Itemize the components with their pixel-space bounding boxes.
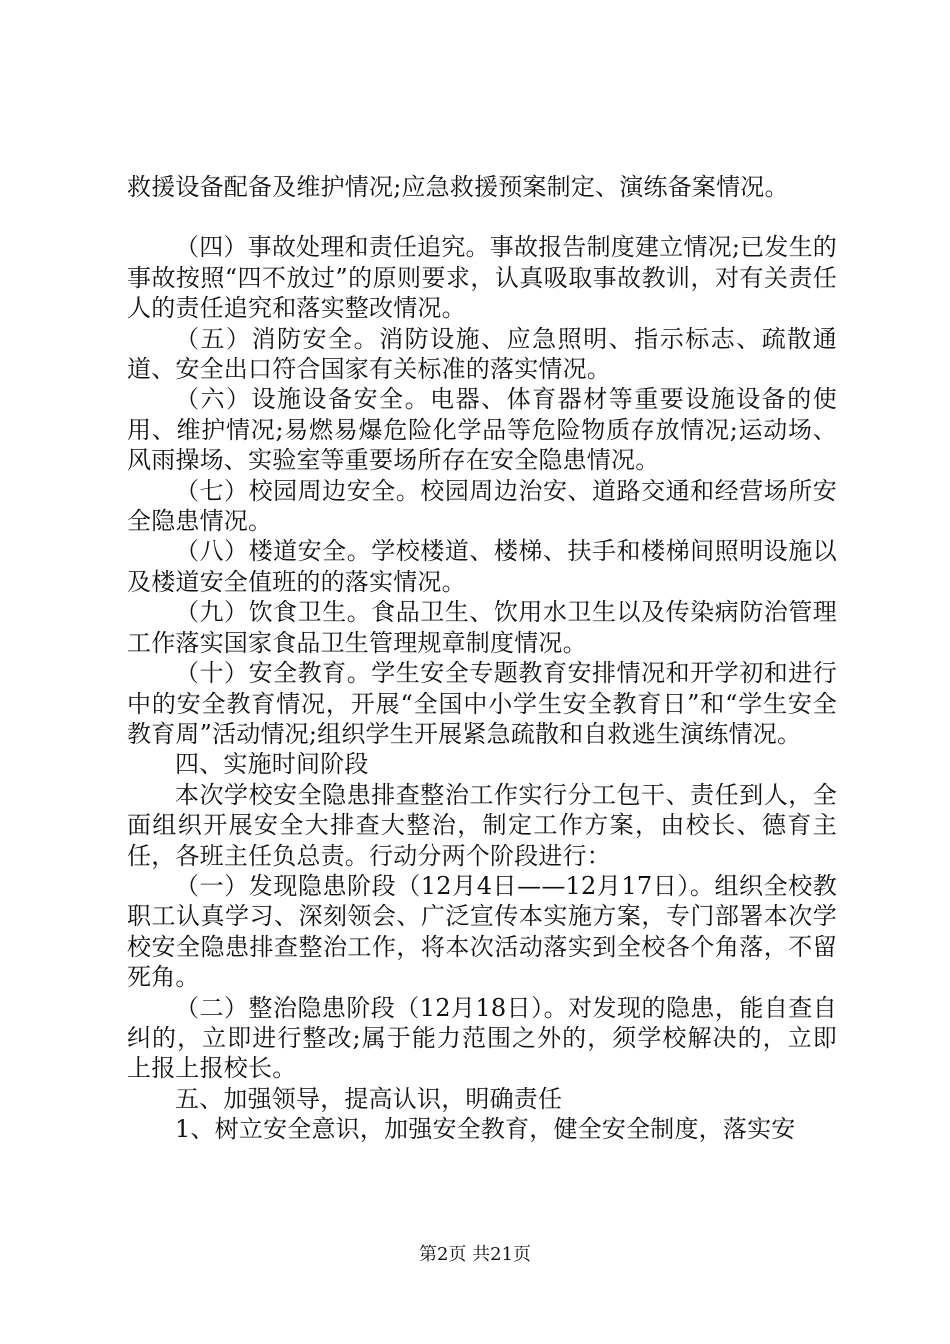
paragraph-equipment-safety: （六）设施设备安全。电器、体育器材等重要设施设备的使用、维护情况;易燃易爆危险化学品等危险物质存放情况;运动场、风雨操场、实验室等重要场所存在安全隐患情况。 bbox=[127, 385, 837, 475]
page-number-footer: 第2页 共21页 bbox=[418, 1244, 532, 1265]
section-heading-implementation: 四、实施时间阶段 bbox=[175, 750, 369, 779]
paragraph-campus-surroundings: （七）校园周边安全。校园周边治安、道路交通和经营场所安全隐患情况。 bbox=[127, 476, 837, 536]
paragraph-continuation: 救援设备配备及维护情况;应急救援预案制定、演练备案情况。 bbox=[127, 173, 789, 201]
section-heading-leadership: 五、加强领导，提高认识，明确责任 bbox=[175, 1084, 563, 1113]
paragraph-implementation-intro: 本次学校安全隐患排查整治工作实行分工包干、责任到人，全面组织开展安全大排查大整治，制定工作方案，由校长、德育主任，各班主任负总责。行动分两个阶段进行： bbox=[127, 780, 837, 870]
paragraph-item-one: 1、树立安全意识，加强安全教育，健全安全制度，落实安 bbox=[175, 1115, 796, 1144]
paragraph-accident-handling: （四）事故处理和责任追究。事故报告制度建立情况;已发生的事故按照“四不放过”的原则要求，认真吸取事故教训，对有关责任人的责任追究和落实整改情况。 bbox=[127, 233, 837, 323]
paragraph-phase-two: （二）整治隐患阶段（12月18日）。对发现的隐患，能自查自纠的，立即进行整改;属于能力范围之外的，须学校解决的，立即上报上报校长。 bbox=[127, 993, 837, 1083]
paragraph-safety-education: （十）安全教育。学生安全专题教育安排情况和开学初和进行中的安全教育情况，开展“全国中小学生安全教育日”和“学生安全教育周”活动情况;组织学生开展紧急疏散和自救逃生演练情况。 bbox=[127, 659, 837, 748]
paragraph-phase-one: （一）发现隐患阶段（12月4日——12月17日）。组织全校教职工认真学习、深刻领会、广泛宣传本实施方案，专门部署本次学校安全隐患排查整治工作，将本次活动落实到全校各个角落，不留死角。 bbox=[127, 871, 837, 992]
paragraph-corridor-safety: （八）楼道安全。学校楼道、楼梯、扶手和楼梯间照明设施以及楼道安全值班的的落实情况。 bbox=[127, 537, 837, 596]
document-body bbox=[127, 172, 837, 1145]
paragraph-fire-safety: （五）消防安全。消防设施、应急照明、指示标志、疏散通道、安全出口符合国家有关标准的落实情况。 bbox=[127, 324, 837, 384]
paragraph-food-hygiene: （九）饮食卫生。食品卫生、饮用水卫生以及传染病防治管理工作落实国家食品卫生管理规章制度情况。 bbox=[127, 598, 837, 657]
